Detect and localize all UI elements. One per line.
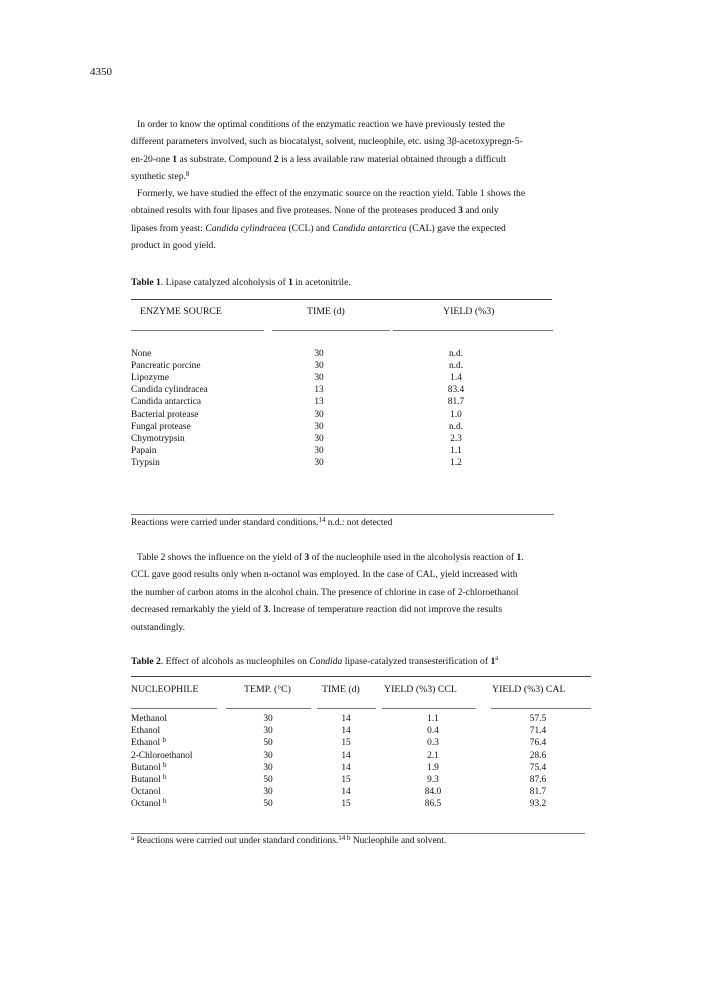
footnote-marker: b (345, 834, 351, 842)
para3-line: . (521, 552, 524, 563)
caption-text: . Lipase catalyzed alcoholysis of (160, 277, 289, 288)
table1-cell-time: 30 (314, 361, 324, 372)
compound-ref: 3 (458, 205, 463, 217)
table2-cell-nucleophile (131, 714, 167, 724)
para2-line: (CCL) and (286, 222, 333, 234)
table2-cell-yield-cal: 76.4 (529, 738, 547, 749)
nucleophile-name: Methanol (131, 714, 167, 724)
table2-cell-nucleophile (131, 760, 167, 773)
para1-line: synthetic step. (131, 171, 186, 183)
footnote-marker: b (163, 773, 167, 781)
table1-label: Table 1 (131, 277, 161, 288)
nucleophile-name: Butanol (131, 775, 164, 785)
table1-header-time: TIME (d) (307, 306, 345, 317)
table1-cell-time: 13 (314, 385, 324, 396)
nucleophile-paragraph (131, 549, 621, 636)
citation-ref: 8 (185, 170, 190, 179)
table2-cell-yield-ccl: 2.1 (427, 750, 439, 761)
table2-header-time: TIME (d) (322, 684, 360, 695)
para3-line: the number of carbon atoms in the alcohol chain. The presence of chlorine in case of 2-chloroethanol (131, 586, 519, 598)
table2-cell-time: 14 (341, 750, 351, 761)
table2-cell-nucleophile (131, 738, 166, 748)
table2-cell-nucleophile (131, 726, 160, 736)
compound-ref: 1 (490, 656, 496, 667)
table2-cell-yield-ccl: 0.3 (427, 738, 439, 749)
table1-cell-enzyme: Lipozyme (131, 373, 170, 384)
para1-line: In order to know the optimal conditions of the enzymatic reaction we have previously tested the (137, 119, 505, 130)
table1-cell-time: 30 (314, 349, 324, 359)
para2-line: (CAL) gave the expected (406, 222, 506, 234)
footnote-text: Reactions were carried under standard conditions. (131, 518, 319, 528)
table2-cell-yield-cal: 71.4 (529, 726, 547, 737)
citation-ref: 14 (318, 516, 326, 524)
table2-header-rule (317, 708, 376, 709)
para3-line: Table 2 shows the influence on the yield of (137, 552, 305, 563)
table1-cell-time: 30 (314, 457, 324, 468)
table2-cell-time: 15 (341, 799, 351, 810)
table2-cell-yield-ccl: 86.5 (424, 799, 442, 810)
table2-cell-yield-cal: 81.7 (529, 787, 547, 798)
table1-cell-time: 30 (314, 433, 324, 444)
footnote-marker: a (495, 654, 499, 662)
table2-header-rule (382, 708, 476, 709)
footnote-marker: b (163, 760, 167, 769)
table1-cell-time: 30 (314, 421, 324, 432)
table1-header-yield: YIELD (%3) (443, 306, 495, 317)
table1-cell-yield: 1.0 (450, 409, 462, 420)
table2-cell-yield-cal: 75.4 (529, 762, 547, 773)
table2-cell-yield-ccl: 0.4 (427, 726, 439, 737)
table1-cell-enzyme: Trypsin (131, 457, 160, 468)
table2-header-yield-cal: YIELD (%3) CAL (492, 684, 566, 695)
para2-line: product in good yield. (131, 240, 216, 252)
table2-cell-temp: 30 (263, 762, 273, 773)
intro-paragraph (131, 116, 621, 186)
para3-line: outstandingly. (131, 621, 186, 633)
footnote-marker: b (162, 736, 167, 745)
table1-cell-time: 30 (314, 373, 324, 384)
table2-cell-nucleophile (131, 799, 167, 809)
table1-cell-yield: 1.2 (450, 457, 462, 468)
footnote-text: Reactions were carried out under standard conditions. (134, 836, 339, 846)
table1-cell-yield: n.d. (448, 361, 464, 372)
para1-line: en-20-one (131, 153, 173, 165)
nucleophile-name: Octanol (131, 799, 164, 810)
table1-cell-yield: 1.1 (450, 445, 462, 456)
caption-text: . Effect of alcohols as nucleophiles on (160, 656, 310, 667)
citation-ref: 14 (338, 834, 346, 842)
table2-cell-yield-cal: 87.6 (529, 775, 547, 785)
para1-line: different parameters involved, such as biocatalyst, solvent, nucleophile, etc. using 3β-acetoxypregn-5- (131, 136, 523, 148)
table1-footnote (131, 518, 392, 528)
table1-cell-yield: 1.4 (450, 373, 462, 384)
table2-header-rule (491, 708, 591, 709)
table1-cell-enzyme: Pancreatic porcine (131, 361, 201, 372)
table2-header-rule (131, 708, 217, 709)
table2-cell-temp: 30 (263, 750, 273, 761)
table2-cell-nucleophile (131, 787, 161, 797)
table1-cell-time: 13 (314, 397, 324, 408)
table2-header-nucleophile: NUCLEOPHILE (131, 684, 199, 695)
table1-header-rule (131, 330, 264, 331)
nucleophile-name: Butanol (131, 762, 164, 773)
table1-caption (131, 277, 351, 288)
table2-cell-temp: 30 (263, 787, 273, 798)
table1-cell-enzyme: Fungal protease (131, 421, 191, 432)
table1-cell-enzyme: None (131, 349, 152, 359)
table2-header-temp: TEMP. (°C) (244, 684, 291, 695)
table1-cell-enzyme: Candida cylindracea (131, 385, 208, 396)
table2-cell-time: 14 (341, 714, 351, 724)
table2-footnote (131, 836, 446, 846)
table2-header-rule (226, 708, 311, 709)
table1-top-rule (131, 299, 552, 300)
para3-line: of the nucleophile used in the alcoholysis reaction of (309, 552, 517, 563)
table1-cell-time: 30 (314, 445, 324, 456)
table1-header-enzyme: ENZYME SOURCE (140, 306, 222, 317)
para1-line: is a less available raw material obtained through a difficult (278, 153, 506, 165)
para3-line: . Increase of temperature reaction did not improve the results (268, 604, 503, 616)
table1-cell-enzyme: Chymotrypsin (131, 433, 185, 444)
caption-text: lipase-catalyzed transesterification of (342, 656, 491, 667)
table2-cell-nucleophile (131, 751, 192, 761)
table2-cell-temp: 50 (263, 738, 273, 749)
table1-cell-yield: n.d. (448, 421, 464, 432)
table2-cell-time: 14 (341, 787, 351, 798)
nucleophile-name: Ethanol (131, 726, 161, 737)
compound-ref: 1 (172, 153, 178, 165)
table2-cell-nucleophile (131, 775, 167, 785)
table2-cell-time: 15 (341, 775, 351, 785)
species-name: Candida cylindracea (205, 222, 287, 234)
compound-ref: 1 (288, 277, 293, 288)
para2-line: lipases from yeast: (131, 222, 206, 234)
caption-text: in acetonitrile. (292, 277, 351, 288)
table1-header-rule (272, 330, 390, 331)
table2-cell-yield-cal: 93.2 (529, 799, 547, 810)
species-name: Candida antarctica (332, 222, 407, 234)
table2-cell-temp: 30 (263, 726, 273, 737)
nucleophile-name: 2-Chloroethanol (131, 750, 193, 761)
table1-cell-time: 30 (314, 409, 324, 420)
table2-bottom-rule (131, 833, 585, 834)
species-name: Candida (309, 656, 343, 667)
table1-cell-yield: 2.3 (450, 433, 462, 444)
compound-ref: 1 (516, 552, 522, 563)
table1-cell-yield: 83.4 (447, 385, 465, 396)
table2-cell-yield-ccl: 9.3 (427, 775, 439, 785)
page-number: 4350 (90, 66, 112, 78)
footnote-marker: b (163, 797, 167, 806)
compound-ref: 3 (263, 604, 269, 616)
table2-cell-temp: 50 (263, 799, 273, 810)
table2-cell-yield-ccl: 84.0 (424, 787, 442, 798)
footnote-text: n.d.: not detected (325, 518, 393, 528)
footnote-marker: a (131, 834, 135, 842)
table2-cell-yield-cal: 57.5 (529, 714, 547, 724)
table2-header-yield-ccl: YIELD (%3) CCL (384, 684, 457, 695)
table2-cell-time: 14 (341, 762, 351, 773)
table2-cell-time: 14 (341, 726, 351, 737)
compound-ref: 3 (304, 552, 310, 563)
compound-ref: 2 (273, 153, 279, 165)
para3-line: decreased remarkably the yield of (131, 604, 264, 616)
para2-line: and only (462, 205, 499, 217)
enzyme-paragraph (131, 185, 621, 255)
para2-line: Formerly, we have studied the effect of the enzymatic source on the reaction yield. Table 1 shows the (137, 188, 526, 199)
para1-line: as substrate. Compound (177, 153, 274, 165)
table2-label: Table 2 (131, 656, 161, 667)
table1-cell-enzyme: Bacterial protease (131, 409, 199, 420)
table1-bottom-rule (131, 514, 554, 515)
table1-header-rule (393, 330, 553, 331)
table1-cell-enzyme: Papain (131, 445, 157, 456)
table2-cell-yield-cal: 28.6 (529, 750, 547, 761)
table2-cell-temp: 30 (263, 714, 273, 724)
para2-line: obtained results with four lipases and five proteases. None of the proteases produced (131, 205, 459, 217)
table1-cell-yield: 81.7 (447, 397, 465, 408)
table1-cell-yield: n.d. (448, 349, 464, 359)
table2-cell-temp: 50 (263, 775, 273, 785)
table2-cell-time: 15 (341, 738, 351, 749)
table2-top-rule (131, 676, 591, 677)
footnote-text: Nucleophile and solvent. (350, 836, 447, 846)
nucleophile-name: Ethanol (131, 738, 163, 749)
table2-cell-yield-ccl: 1.9 (427, 762, 439, 773)
table2-cell-yield-ccl: 1.1 (427, 714, 439, 724)
nucleophile-name: Octanol (131, 787, 161, 798)
para3-line: CCL gave good results only when n-octanol was employed. In the case of CAL, yield increased with (131, 569, 518, 581)
table1-cell-enzyme: Candida antarctica (131, 397, 202, 408)
table2-caption (131, 656, 498, 667)
